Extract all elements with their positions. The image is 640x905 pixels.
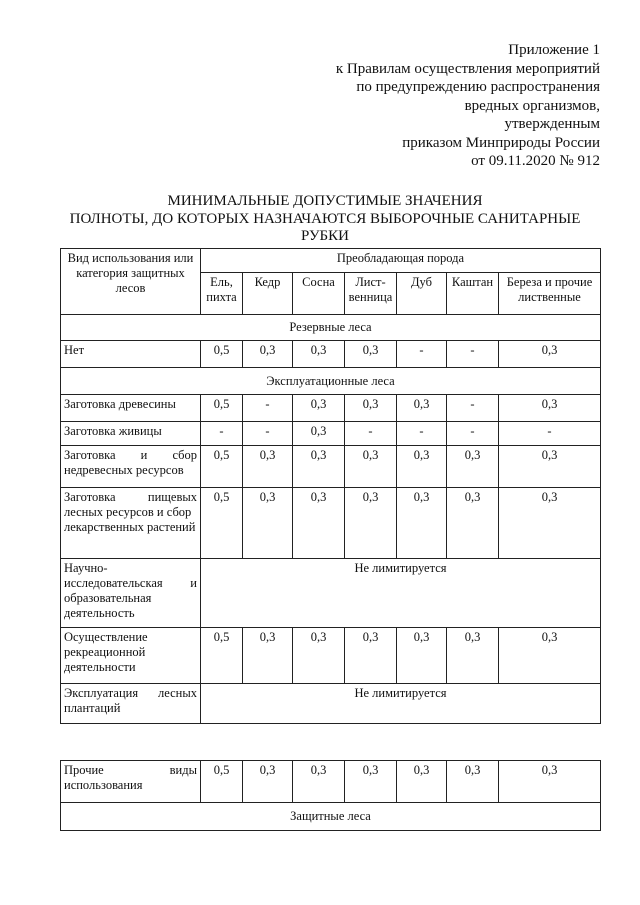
appendix-header [336, 41, 600, 171]
appendix-line: вредных организмов, [464, 97, 600, 114]
cell-value: 0,3 [345, 395, 397, 422]
cell-value: 0,3 [499, 488, 601, 559]
cell-value: 0,3 [345, 446, 397, 488]
appendix-line: утвержденным [504, 116, 600, 132]
cell-value: 0,3 [345, 488, 397, 559]
cell-value: 0,3 [243, 488, 293, 559]
row-label-line: плантаций [64, 701, 121, 715]
species-header: Береза и прочие лиственные [499, 273, 601, 315]
table-row [61, 684, 601, 724]
cell-value: 0,5 [201, 395, 243, 422]
species-header: Дуб [397, 273, 447, 315]
cell-value: 0,3 [293, 761, 345, 803]
row-label: Осуществление рекреационной деятельности [61, 628, 201, 684]
cell-value: 0,3 [243, 628, 293, 684]
cell-value: 0,3 [293, 341, 345, 368]
cell-value: 0,3 [397, 628, 447, 684]
cell-value: 0,5 [201, 761, 243, 803]
table-row [61, 559, 601, 628]
cell-value: 0,3 [243, 446, 293, 488]
row-label [61, 488, 201, 559]
cell-value: - [345, 422, 397, 446]
cell-value: 0,3 [397, 488, 447, 559]
cell-value: - [397, 341, 447, 368]
table-row [61, 446, 601, 488]
cell-value: 0,3 [447, 488, 499, 559]
cell-value: 0,3 [397, 761, 447, 803]
species-header: Ель, пихта [201, 273, 243, 315]
row-label [61, 559, 201, 628]
title-line: ПОЛНОТЫ, ДО КОТОРЫХ НАЗНАЧАЮТСЯ ВЫБОРОЧНЫЕ САНИТАРНЫЕ [69, 210, 581, 227]
cell-value: - [397, 422, 447, 446]
species-group-header: Преобладающая порода [201, 249, 601, 273]
cell-value: 0,3 [345, 341, 397, 368]
title-line: МИНИМАЛЬНЫЕ ДОПУСТИМЫЕ ЗНАЧЕНИЯ [167, 193, 483, 209]
appendix-line: от 09.11.2020 № 912 [471, 153, 600, 169]
row-label: Заготовка древесины [61, 395, 201, 422]
species-header: Сосна [293, 273, 345, 315]
row-label: Нет [61, 341, 201, 368]
cell-value: 0,5 [201, 341, 243, 368]
row-label-line: Эксплуатация лесных [64, 686, 197, 700]
cell-value: 0,5 [201, 628, 243, 684]
species-header: Каштан [447, 273, 499, 315]
row-label [61, 684, 201, 724]
cell-value: 0,3 [447, 628, 499, 684]
section-reserve: Резервные леса [61, 315, 601, 341]
table-row [61, 395, 601, 422]
not-limited-value: Не лимитируется [201, 559, 601, 628]
row-label-line: Заготовка пищевых [64, 490, 197, 504]
row-label-line: исследовательская и [64, 576, 197, 590]
appendix-line: приказом Минприроды России [402, 134, 600, 151]
density-table-continued [60, 760, 601, 831]
row-label-line: Научно- [64, 561, 108, 575]
row-label-line: лесных ресурсов и сбор лекарственных растений [64, 505, 196, 534]
row-label [61, 761, 201, 803]
appendix-line: Приложение 1 [508, 42, 600, 58]
cell-value: 0,3 [499, 761, 601, 803]
cell-value: - [243, 422, 293, 446]
species-header: Лист-венница [345, 273, 397, 315]
cell-value: 0,3 [397, 395, 447, 422]
table-row [61, 422, 601, 446]
cell-value: 0,3 [499, 628, 601, 684]
cell-value: - [499, 422, 601, 446]
appendix-line: по предупреждению распространения [356, 79, 600, 95]
document-title [40, 193, 610, 246]
cell-value: 0,5 [201, 488, 243, 559]
row-label [61, 446, 201, 488]
cell-value: 0,3 [499, 395, 601, 422]
section-protective: Защитные леса [61, 803, 601, 831]
row-label: Заготовка живицы [61, 422, 201, 446]
cell-value: 0,3 [499, 446, 601, 488]
cell-value: 0,3 [499, 341, 601, 368]
table-row [61, 628, 601, 684]
row-label-line: использования [64, 778, 143, 792]
cell-value: 0,3 [243, 761, 293, 803]
not-limited-value: Не лимитируется [201, 684, 601, 724]
cell-value: 0,3 [345, 761, 397, 803]
cell-value: 0,3 [293, 422, 345, 446]
cell-value: 0,3 [243, 341, 293, 368]
table-row [61, 761, 601, 803]
table-row [61, 488, 601, 559]
use-type-header: Вид использования или категория защитных лесов [61, 249, 201, 315]
species-header: Кедр [243, 273, 293, 315]
title-line: РУБКИ [300, 228, 350, 244]
row-label-line: Заготовка и сбор [64, 448, 197, 462]
cell-value: 0,3 [447, 761, 499, 803]
appendix-line: к Правилам осуществления мероприятий [335, 60, 600, 77]
cell-value: 0,3 [293, 488, 345, 559]
cell-value: 0,3 [293, 628, 345, 684]
cell-value: 0,3 [397, 446, 447, 488]
cell-value: - [447, 395, 499, 422]
cell-value: - [447, 422, 499, 446]
cell-value: 0,3 [293, 446, 345, 488]
cell-value: - [447, 341, 499, 368]
section-exploitation: Эксплуатационные леса [61, 368, 601, 395]
row-label-line: образовательная деятельность [64, 591, 152, 620]
cell-value: - [201, 422, 243, 446]
cell-value: 0,5 [201, 446, 243, 488]
table-row [61, 341, 601, 368]
row-label-line: Прочие виды [64, 763, 197, 777]
density-table [60, 248, 601, 724]
cell-value: 0,3 [345, 628, 397, 684]
row-label-line: недревесных ресурсов [64, 463, 184, 477]
cell-value: - [243, 395, 293, 422]
cell-value: 0,3 [293, 395, 345, 422]
cell-value: 0,3 [447, 446, 499, 488]
